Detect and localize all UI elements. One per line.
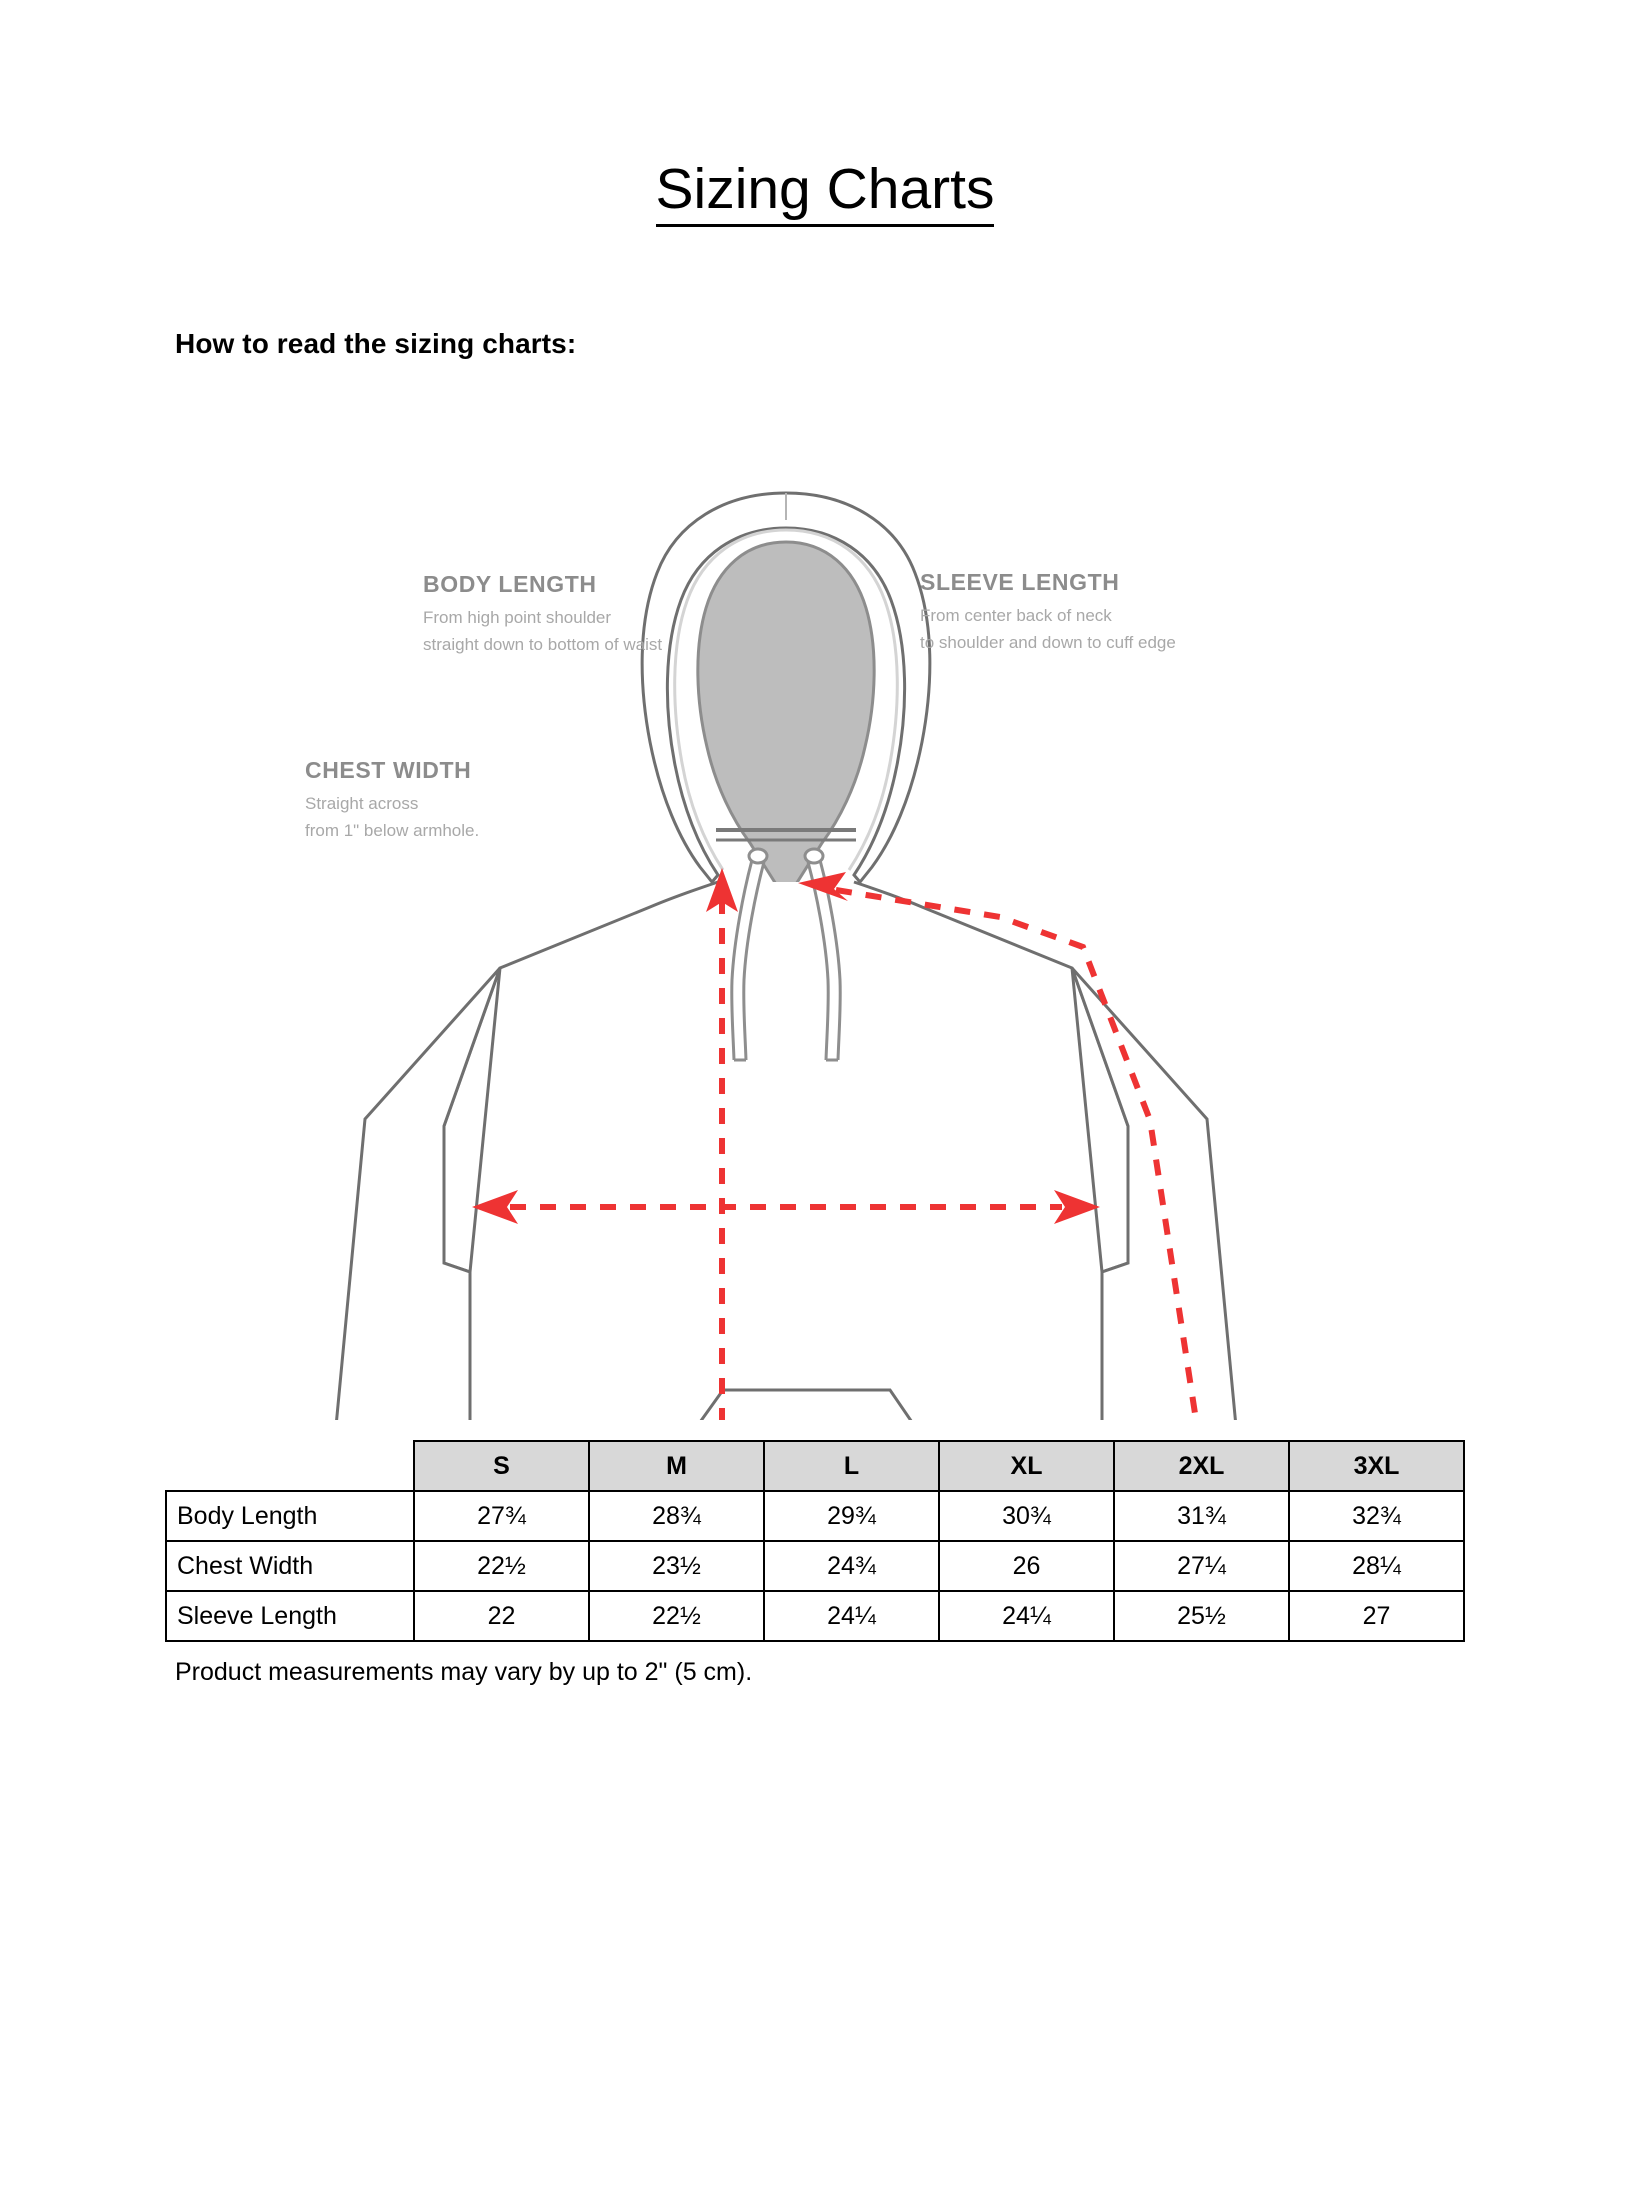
body-torso-outline	[444, 882, 1128, 1420]
table-cell: 31¾	[1114, 1491, 1289, 1541]
annotation-sleeve-length	[920, 569, 1176, 652]
annotation-chest-width-line1: Straight across	[305, 794, 419, 813]
table-cell: 27¼	[1114, 1541, 1289, 1591]
table-row-label: Body Length	[166, 1491, 414, 1541]
table-cell: 26	[939, 1541, 1114, 1591]
table-cell: 25½	[1114, 1591, 1289, 1641]
table-cell: 27¾	[414, 1491, 589, 1541]
table-header-size-3xl: 3XL	[1289, 1441, 1464, 1491]
measurement-disclaimer: Product measurements may vary by up to 2" (5 cm).	[175, 1658, 753, 1686]
section-heading-how-to-read: How to read the sizing charts:	[175, 328, 577, 359]
table-cell: 23½	[589, 1541, 764, 1591]
page-title	[0, 158, 1650, 221]
annotation-chest-width	[305, 757, 479, 840]
table-cell: 24¼	[764, 1591, 939, 1641]
annotation-body-length-title: BODY LENGTH	[423, 571, 597, 597]
table-header-row	[166, 1441, 1464, 1491]
table-cell: 24¼	[939, 1591, 1114, 1641]
table-cell: 24¾	[764, 1541, 939, 1591]
table-cell: 27	[1289, 1591, 1464, 1641]
table-cell: 32¾	[1289, 1491, 1464, 1541]
table-cell: 30¾	[939, 1491, 1114, 1541]
sizing-table	[165, 1440, 1465, 1642]
hoodie-measurement-diagram	[0, 420, 1650, 1420]
table-row-label: Chest Width	[166, 1541, 414, 1591]
table-cell: 22	[414, 1591, 589, 1641]
table-header-size-2xl: 2XL	[1114, 1441, 1289, 1491]
table-header-size-xl: XL	[939, 1441, 1114, 1491]
table-cell: 22½	[414, 1541, 589, 1591]
annotation-body-length	[423, 571, 662, 654]
table-row	[166, 1591, 1464, 1641]
table-row	[166, 1491, 1464, 1541]
annotation-body-length-line2: straight down to bottom of waist	[423, 635, 663, 654]
hood-lining-fill	[698, 542, 874, 900]
annotation-chest-width-title: CHEST WIDTH	[305, 757, 472, 783]
table-body	[166, 1491, 1464, 1641]
annotation-sleeve-length-line2: to shoulder and down to cuff edge	[920, 633, 1176, 652]
table-cell: 29¾	[764, 1491, 939, 1541]
annotation-sleeve-length-line1: From center back of neck	[920, 606, 1112, 625]
page-title-text: Sizing Charts	[656, 157, 995, 227]
annotation-body-length-line1: From high point shoulder	[423, 608, 612, 627]
table-cell: 28¼	[1289, 1541, 1464, 1591]
table-header-size-m: M	[589, 1441, 764, 1491]
grommet-right	[805, 849, 823, 863]
table-corner-cell	[166, 1441, 414, 1491]
table-cell: 22½	[589, 1591, 764, 1641]
grommet-left	[749, 849, 767, 863]
table-row	[166, 1541, 1464, 1591]
table-cell: 28¾	[589, 1491, 764, 1541]
annotation-chest-width-line2: from 1" below armhole.	[305, 821, 480, 840]
annotation-sleeve-length-title: SLEEVE LENGTH	[920, 569, 1120, 595]
table-row-label: Sleeve Length	[166, 1591, 414, 1641]
table-header-size-s: S	[414, 1441, 589, 1491]
table-header-size-l: L	[764, 1441, 939, 1491]
